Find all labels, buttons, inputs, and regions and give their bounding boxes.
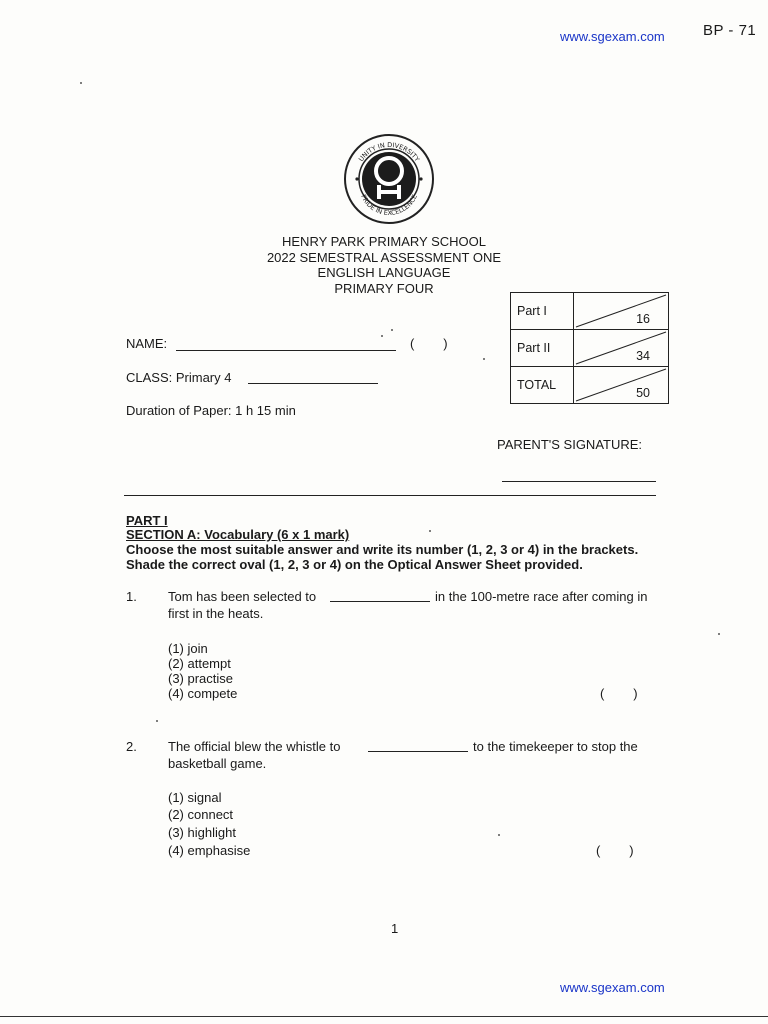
question-text-line2: first in the heats. <box>168 606 264 621</box>
class-line[interactable] <box>248 383 378 384</box>
scan-speck <box>498 834 500 836</box>
document-code: BP - 71 <box>703 22 757 39</box>
question-text-end: to the timekeeper to stop the <box>473 739 638 754</box>
question-text-start: Tom has been selected to <box>168 589 317 604</box>
scan-speck <box>80 82 82 84</box>
duration-label: Duration of Paper: 1 h 15 min <box>126 403 296 418</box>
option-4: (4) emphasise <box>168 843 251 858</box>
level-title: PRIMARY FOUR <box>334 281 434 296</box>
scan-speck <box>718 633 720 635</box>
scan-speck <box>391 329 393 331</box>
scan-speck <box>381 335 383 337</box>
divider <box>124 495 656 496</box>
school-crest-logo <box>343 133 435 225</box>
crest-text-bottom: PRIDE IN EXCELLENCE <box>359 193 419 218</box>
marks-table <box>510 292 669 404</box>
question-number: 1. <box>126 589 137 604</box>
bottom-edge-line <box>0 1016 768 1017</box>
marks-row <box>511 293 669 330</box>
site-link-top[interactable]: www.sgexam.com <box>560 29 665 44</box>
marks-row <box>511 330 669 367</box>
name-index-bracket: ( ) <box>410 336 448 351</box>
marks-score: 34 <box>636 349 650 363</box>
option-3: (3) highlight <box>168 825 236 840</box>
marks-label: Part I <box>511 293 574 330</box>
scan-speck <box>483 358 485 360</box>
instruction-1: Choose the most suitable answer and write its number (1, 2, 3 or 4) in the brackets. <box>126 542 639 557</box>
scan-speck <box>156 720 158 722</box>
option-2: (2) attempt <box>168 656 231 671</box>
option-2: (2) connect <box>168 807 234 822</box>
section-title: SECTION A: Vocabulary (6 x 1 mark) <box>126 527 350 542</box>
marks-label: Part II <box>511 330 574 367</box>
name-line[interactable] <box>176 350 396 351</box>
question-text-start: The official blew the whistle to <box>168 739 341 754</box>
answer-bracket[interactable]: ( ) <box>596 843 634 858</box>
school-name: HENRY PARK PRIMARY SCHOOL <box>282 234 486 249</box>
question-text-end: in the 100-metre race after coming in <box>435 589 648 604</box>
question-number: 2. <box>126 739 137 754</box>
page-number: 1 <box>391 921 399 936</box>
answer-bracket[interactable]: ( ) <box>600 686 638 701</box>
class-label: CLASS: Primary 4 <box>126 370 232 385</box>
parent-signature-label: PARENT'S SIGNATURE: <box>497 437 643 452</box>
option-1: (1) signal <box>168 790 222 805</box>
option-4: (4) compete <box>168 686 238 701</box>
subject-title: ENGLISH LANGUAGE <box>317 265 451 280</box>
marks-label: TOTAL <box>511 367 574 404</box>
marks-score: 50 <box>636 386 650 400</box>
answer-blank <box>368 751 468 752</box>
site-link-bottom[interactable]: www.sgexam.com <box>560 980 665 995</box>
scan-speck <box>429 530 431 532</box>
marks-score-cell <box>574 330 669 367</box>
instruction-2: Shade the correct oval (1, 2, 3 or 4) on the Optical Answer Sheet provided. <box>126 557 583 572</box>
marks-score-cell <box>574 293 669 330</box>
marks-score-cell <box>574 367 669 404</box>
answer-blank <box>330 601 430 602</box>
exam-title: 2022 SEMESTRAL ASSESSMENT ONE <box>266 250 502 265</box>
parent-signature-line[interactable] <box>502 481 656 482</box>
crest-text-top: UNITY IN DIVERSITY <box>356 140 422 164</box>
marks-score: 16 <box>636 312 650 326</box>
question-text-line2: basketball game. <box>168 756 267 771</box>
marks-row <box>511 367 669 404</box>
option-3: (3) practise <box>168 671 234 686</box>
part-title: PART I <box>126 513 168 528</box>
name-label: NAME: <box>126 336 168 351</box>
option-1: (1) join <box>168 641 208 656</box>
